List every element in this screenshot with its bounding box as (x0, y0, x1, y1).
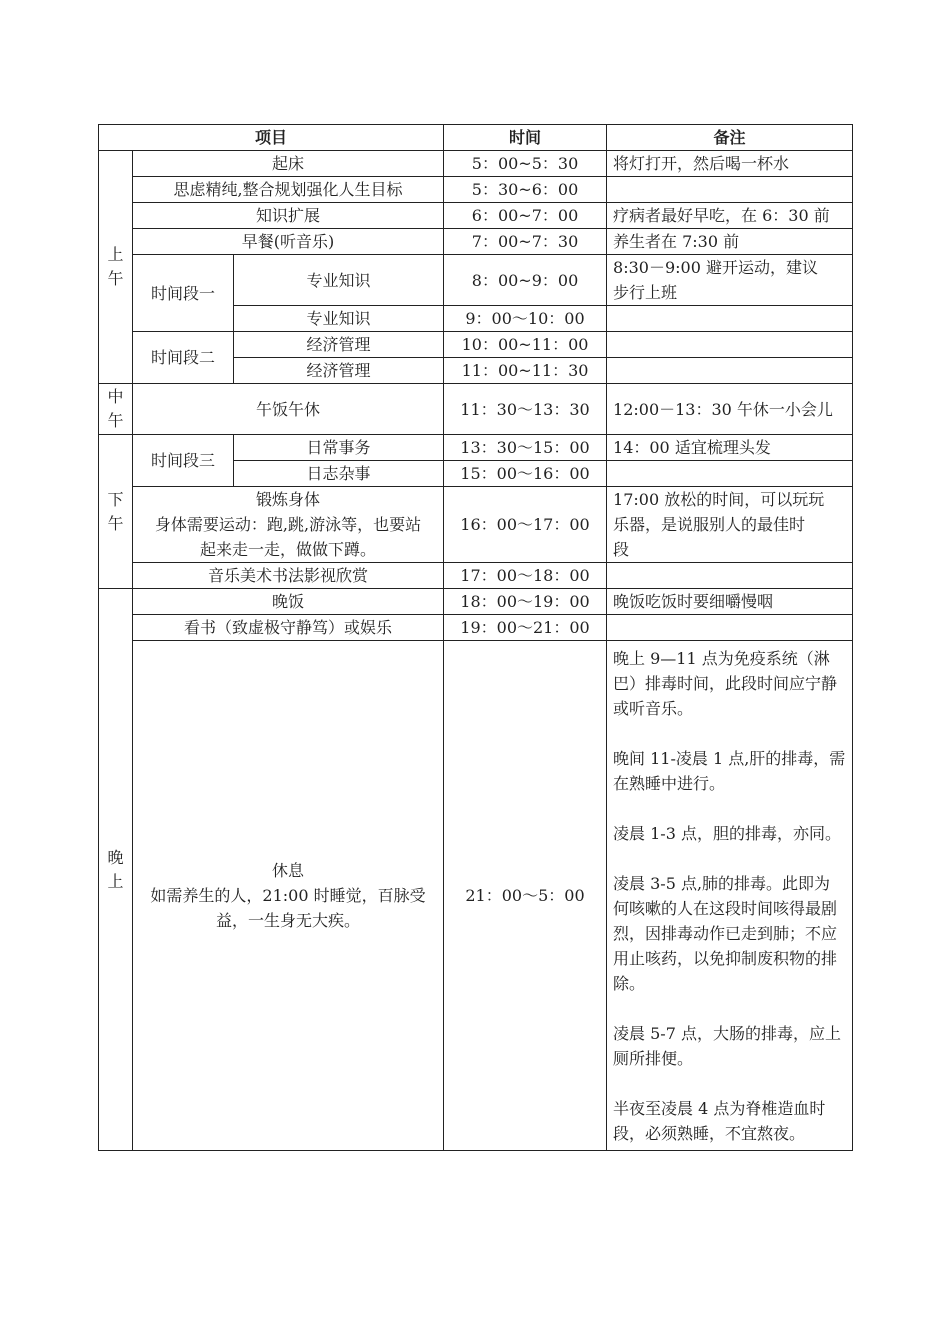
time-cell: 6：00~7：00 (444, 203, 607, 229)
item-cell: 专业知识 (234, 306, 444, 332)
time-cell: 19：00～21：00 (444, 615, 607, 641)
table-row (99, 203, 853, 229)
note-cell: 12:00－13：30 午休一小会儿 (607, 384, 853, 435)
table-row (99, 563, 853, 589)
table-row (99, 615, 853, 641)
note-paragraph: 晚上 9—11 点为免疫系统（淋巴）排毒时间，此段时间应宁静或听音乐。 (613, 648, 838, 718)
note-cell (607, 332, 853, 358)
table-row (99, 589, 853, 615)
time-cell: 11：00~11：30 (444, 358, 607, 384)
item-cell: 休息 如需养生的人，21:00 时睡觉，百脉受 益，一生身无大疾。 (133, 641, 444, 1151)
note-cell: 晚饭吃饭时要细嚼慢咽 (607, 589, 853, 615)
time-cell: 13：30～15：00 (444, 435, 607, 461)
item-cell: 晚饭 (133, 589, 444, 615)
table-row (99, 384, 853, 435)
note-cell: 疗病者最好早吃，在 6：30 前 (607, 203, 853, 229)
header-note: 备注 (607, 125, 853, 151)
table-row (99, 255, 853, 306)
item-cell: 锻炼身体 身体需要运动：跑,跳,游泳等，也要站 起来走一走，做做下蹲。 (133, 487, 444, 563)
note-cell (607, 641, 853, 1151)
segment-one: 时间段一 (133, 255, 234, 332)
note-paragraph: 晚间 11-凌晨 1 点,肝的排毒，需在熟睡中进行。 (613, 748, 846, 793)
note-cell (607, 461, 853, 487)
period-noon: 中 午 (99, 384, 133, 435)
period-evening: 晚 上 (99, 589, 133, 1151)
note-cell (607, 358, 853, 384)
item-cell: 专业知识 (234, 255, 444, 306)
note-cell (607, 177, 853, 203)
time-cell: 17：00～18：00 (444, 563, 607, 589)
table-row (99, 435, 853, 461)
item-cell: 经济管理 (234, 332, 444, 358)
time-cell: 18：00～19：00 (444, 589, 607, 615)
schedule-table (98, 124, 853, 1151)
table-row (99, 487, 853, 563)
note-cell: 8:30－9:00 避开运动，建议 步行上班 (607, 255, 853, 306)
note-cell (607, 306, 853, 332)
time-cell: 10：00~11：00 (444, 332, 607, 358)
item-cell: 午饭午休 (133, 384, 444, 435)
time-cell: 8：00~9：00 (444, 255, 607, 306)
time-cell: 21：00～5：00 (444, 641, 607, 1151)
note-paragraph: 半夜至凌晨 4 点为脊椎造血时段，必须熟睡，不宜熬夜。 (613, 1098, 826, 1143)
table-row (99, 177, 853, 203)
time-cell: 7：00~7：30 (444, 229, 607, 255)
note-cell: 14：00 适宜梳理头发 (607, 435, 853, 461)
time-cell: 11：30～13：30 (444, 384, 607, 435)
item-cell: 日常事务 (234, 435, 444, 461)
table-row (99, 641, 853, 1151)
segment-three: 时间段三 (133, 435, 234, 487)
period-morning: 上 午 (99, 151, 133, 384)
item-cell: 早餐(听音乐) (133, 229, 444, 255)
header-item: 项目 (99, 125, 444, 151)
segment-two: 时间段二 (133, 332, 234, 384)
time-cell: 5：00~5：30 (444, 151, 607, 177)
period-afternoon: 下 午 (99, 435, 133, 589)
item-cell: 知识扩展 (133, 203, 444, 229)
item-cell: 音乐美术书法影视欣赏 (133, 563, 444, 589)
item-cell: 看书（致虚极守静笃）或娱乐 (133, 615, 444, 641)
note-cell (607, 563, 853, 589)
table-row (99, 229, 853, 255)
item-cell: 日志杂事 (234, 461, 444, 487)
time-cell: 16：00～17：00 (444, 487, 607, 563)
note-paragraph: 凌晨 5-7 点，大肠的排毒，应上厕所排便。 (613, 1023, 841, 1068)
table-row (99, 151, 853, 177)
item-cell: 起床 (133, 151, 444, 177)
time-cell: 15：00～16：00 (444, 461, 607, 487)
note-cell: 将灯打开，然后喝一杯水 (607, 151, 853, 177)
note-paragraph: 凌晨 3-5 点,肺的排毒。此即为何咳嗽的人在这段时间咳得最剧烈，因排毒动作已走到肺；不应用止咳药，以免抑制废积物的排除。 (613, 873, 838, 993)
time-cell: 5：30~6：00 (444, 177, 607, 203)
note-cell: 养生者在 7:30 前 (607, 229, 853, 255)
note-cell: 17:00 放松的时间，可以玩玩 乐器，是说服别人的最佳时 段 (607, 487, 853, 563)
note-paragraph: 凌晨 1-3 点，胆的排毒，亦同。 (613, 823, 841, 843)
note-cell (607, 615, 853, 641)
time-cell: 9：00～10：00 (444, 306, 607, 332)
header-time: 时间 (444, 125, 607, 151)
item-cell: 经济管理 (234, 358, 444, 384)
item-cell: 思虑精纯,整合规划强化人生目标 (133, 177, 444, 203)
table-row (99, 332, 853, 358)
table-header-row (99, 125, 853, 151)
